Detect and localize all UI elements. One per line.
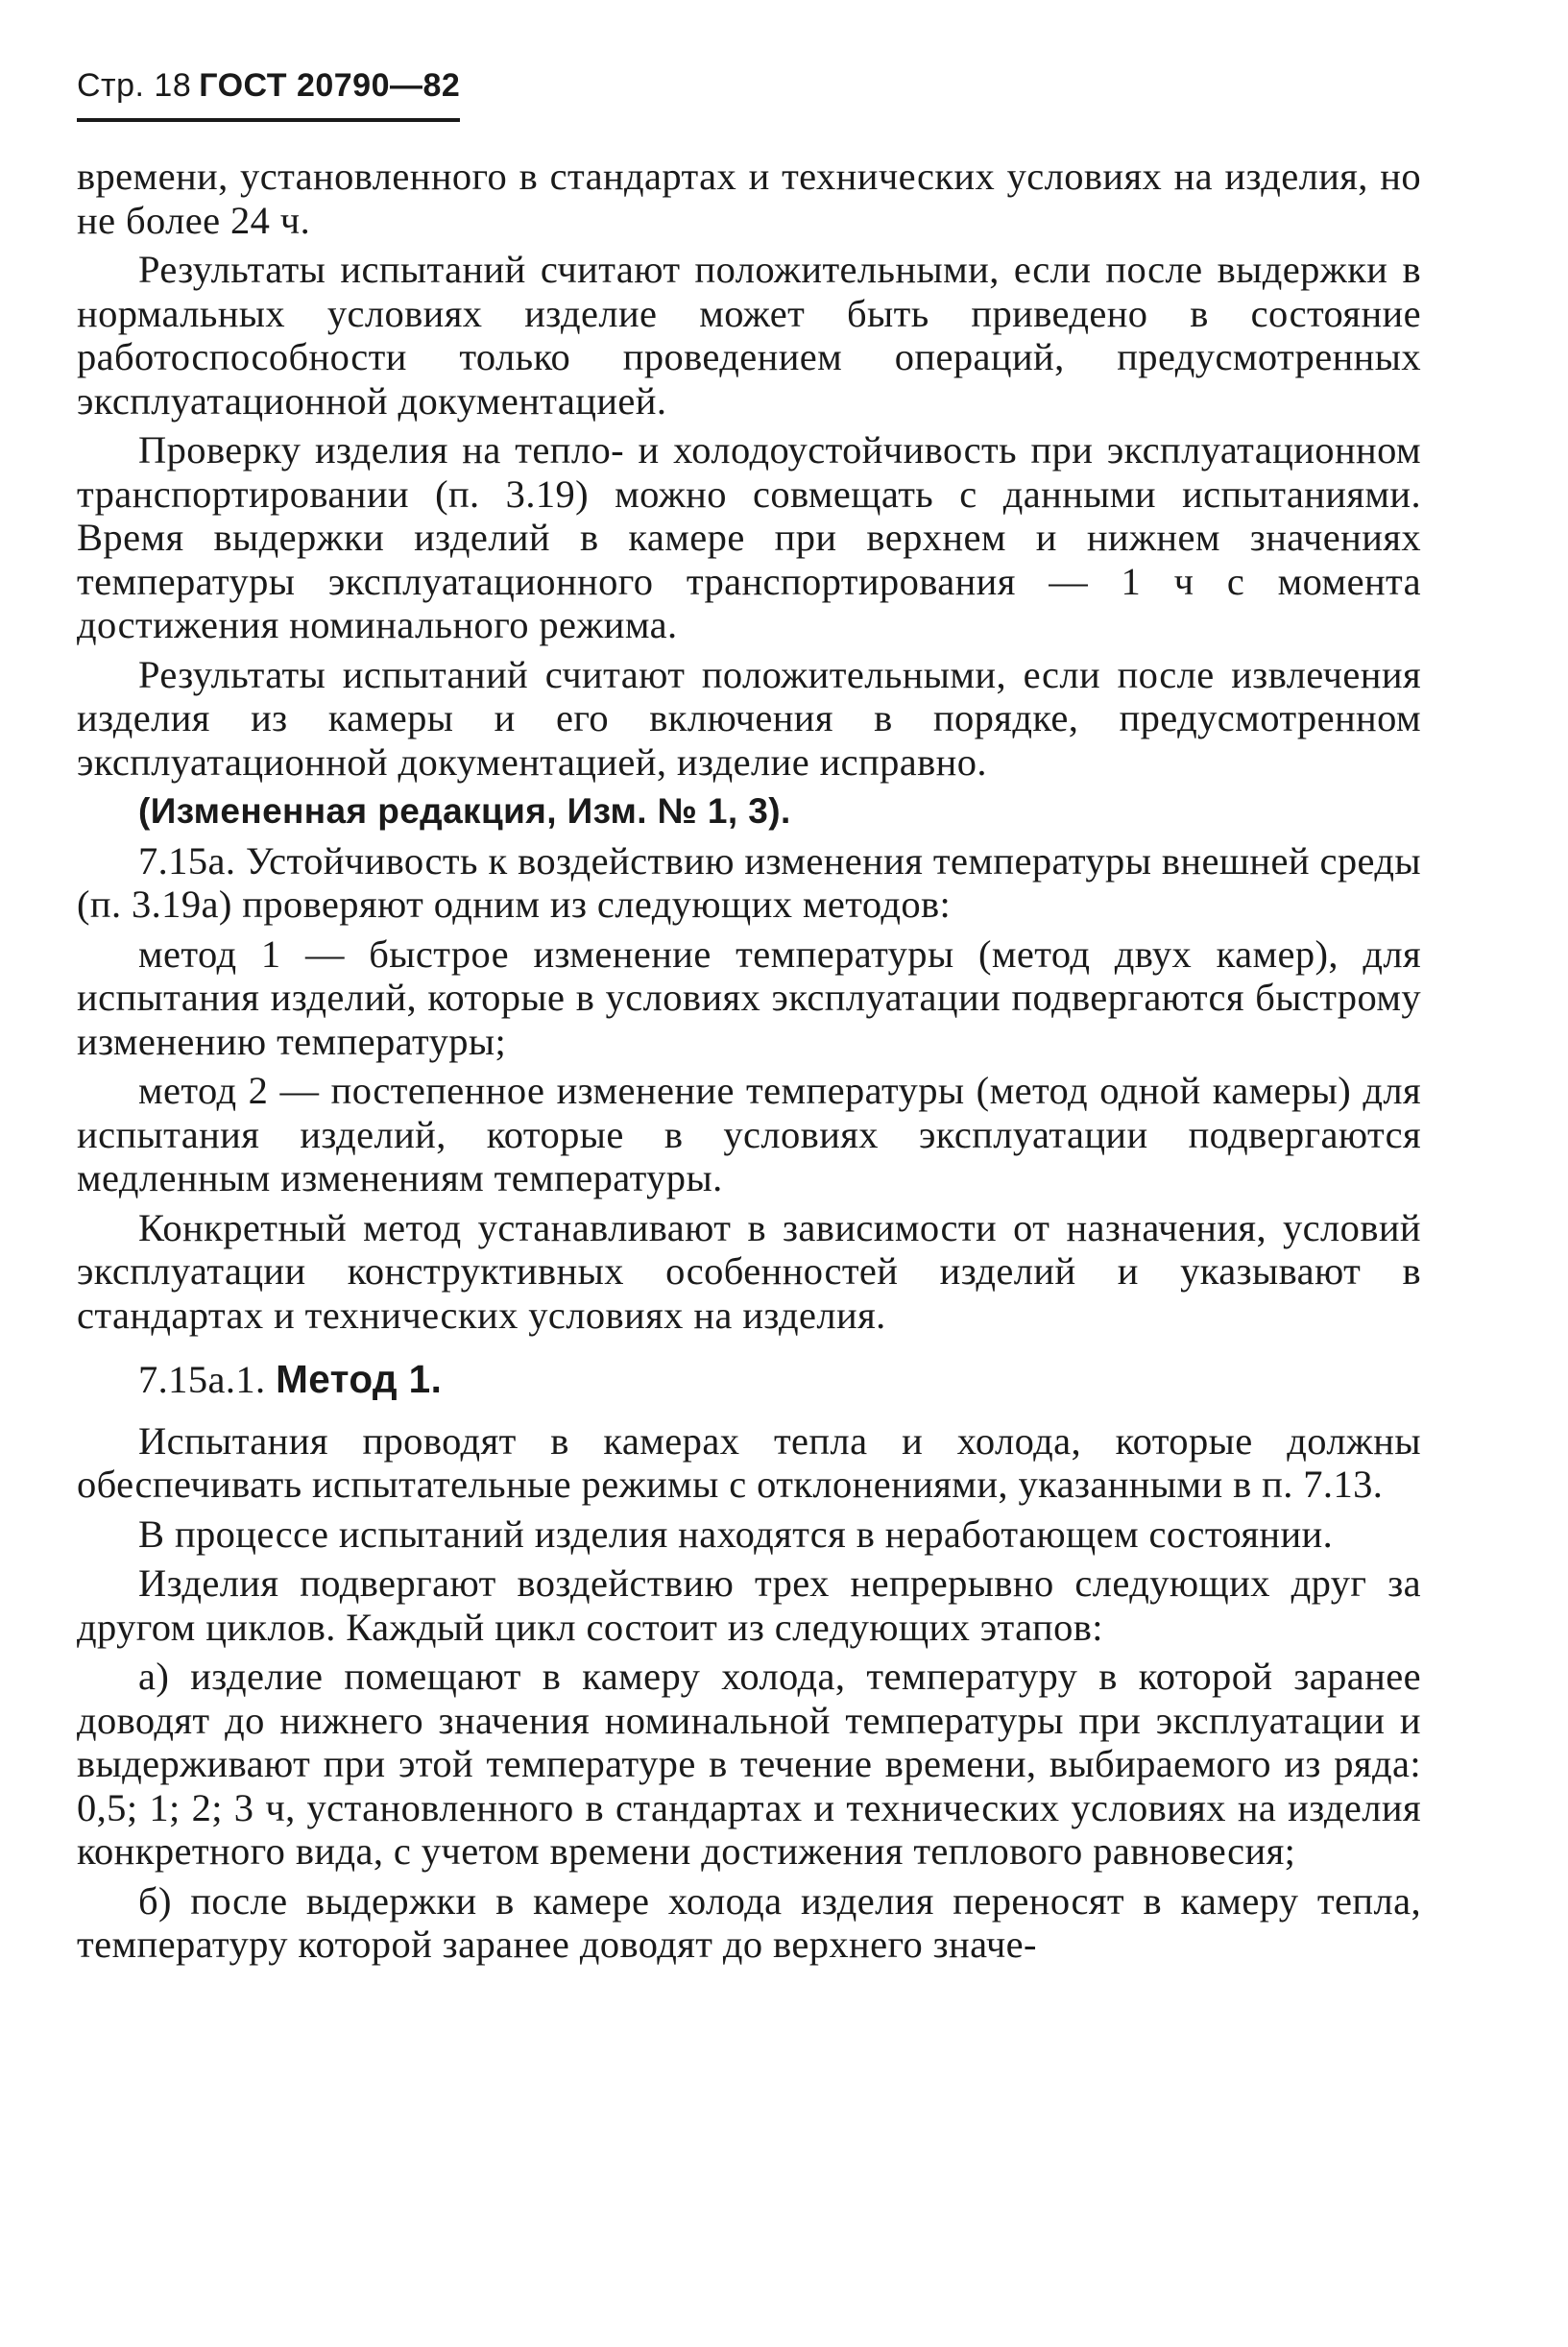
clause-heading (77, 1358, 1421, 1402)
paragraph: В процессе испытаний изделия находятся в неработающем состоянии. (138, 1512, 1334, 1556)
clause-number: 7.15а.1. (138, 1358, 266, 1401)
paragraph: метод 1 — быстрое изменение температуры (метод двух камер), для испытания изделий, которые в условиях эксплуатации подвергаются быстрому изменению температуры; (77, 932, 1421, 1063)
list-item: а) изделие помещают в камеру холода, температуру в которой заранее доводят до нижнего значения номинальной температуры при эксплуатации и выдерживают при этой температуре в течение времени, выбираемого из ряда: 0,5; 1; 2; 3 ч, установленного в стандартах и технических условиях на изделия конкретного вида, с учетом времени достижения теплового равновесия; (77, 1655, 1421, 1873)
paragraph: Результаты испытаний считают положительными, если после выдержки в нормальных условиях изделие может быть приведено в состояние работоспособности только проведением операций, предусмотренных эксплуатационной документацией. (77, 248, 1421, 423)
paragraph: 7.15а. Устойчивость к воздействию изменения температуры внешней среды (п. 3.19а) проверяют одним из следующих методов: (77, 838, 1421, 926)
page-number: Стр. 18 (77, 67, 192, 104)
document-body (77, 155, 1421, 1967)
document-page (77, 67, 1421, 1972)
paragraph: Изделия подвергают воздействию трех непрерывно следующих друг за другом циклов. Каждый цикл состоит из следующих этапов: (77, 1561, 1421, 1649)
page-header (77, 67, 460, 122)
paragraph: времени, установленного в стандартах и технических условиях на изделия, но не более 24 ч. (77, 155, 1421, 242)
paragraph: Проверку изделия на тепло- и холодоустойчивость при эксплуатационном транспортировании (п. 3.19) можно совмещать с данными испытаниями. Время выдержки изделий в камере при верхнем и нижнем значениях температуры эксплуатационного транспортирования — 1 ч с момента достижения номинального режима. (77, 428, 1421, 646)
clause-title: Метод 1. (276, 1357, 443, 1401)
paragraph: Конкретный метод устанавливают в зависимости от назначения, условий эксплуатации конструктивных особенностей изделий и указывают в стандартах и технических условиях на изделия. (77, 1205, 1421, 1337)
paragraph: Испытания проводят в камерах тепла и холода, которые должны обеспечивать испытательные режимы с отклонениями, указанными в п. 7.13. (77, 1418, 1421, 1506)
revision-note: (Измененная редакция, Изм. № 1, 3). (138, 791, 791, 831)
paragraph: метод 2 — постепенное изменение температуры (метод одной камеры) для испытания изделий, которые в условиях эксплуатации подвергаются медленным изменениям температуры. (77, 1069, 1421, 1199)
paragraph: Результаты испытаний считают положительными, если после извлечения изделия из камеры и его включения в порядке, предусмотренном эксплуатационной документацией, изделие исправно. (77, 652, 1421, 784)
list-item: б) после выдержки в камере холода изделия переносят в камеру тепла, температуру которой заранее доводят до верхнего значе- (77, 1878, 1421, 1966)
standard-designation: ГОСТ 20790—82 (199, 67, 461, 104)
